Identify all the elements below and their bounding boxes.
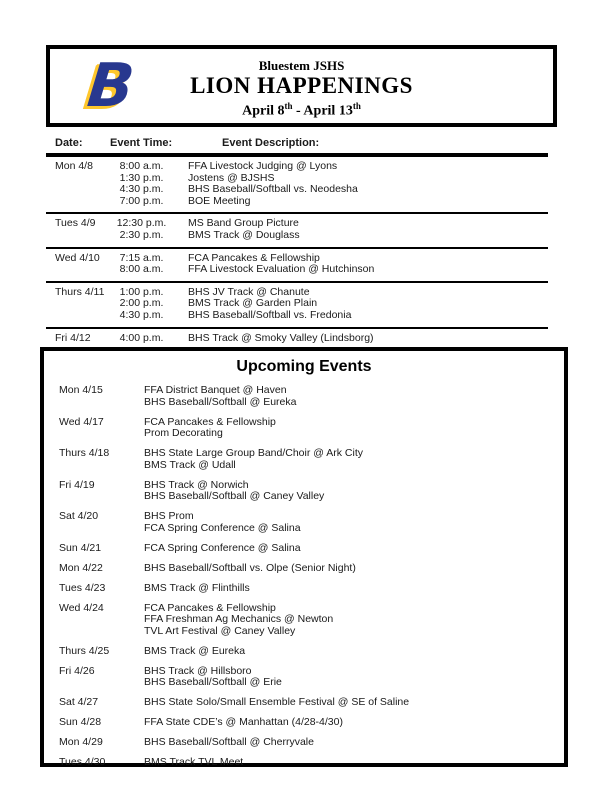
upcoming-day-events <box>144 511 564 534</box>
event-description: BOE Meeting <box>188 194 251 207</box>
event-description: BHS Baseball/Softball vs. Neodesha <box>188 183 358 196</box>
event-time: 4:30 p.m. <box>119 183 164 196</box>
date-range-part2: - April 13 <box>292 103 353 119</box>
upcoming-date: Tues 4/30 <box>59 756 106 768</box>
column-header-date: Date: <box>55 137 83 149</box>
upcoming-day-row <box>44 480 564 503</box>
event-time: 1:30 p.m. <box>119 171 164 184</box>
event-time: 4:30 p.m. <box>119 308 164 321</box>
date-range <box>50 98 553 120</box>
upcoming-event-description: BMS Track @ Udall <box>144 458 236 471</box>
upcoming-day-row <box>44 417 564 440</box>
upcoming-event-description: FCA Spring Conference @ Salina <box>144 541 301 554</box>
upcoming-event-description: BHS Baseball/Softball @ Erie <box>144 676 282 688</box>
schedule-event-line <box>105 287 548 299</box>
schedule-day-row <box>46 214 548 248</box>
upcoming-date: Sun 4/28 <box>59 716 102 728</box>
upcoming-date: Mon 4/29 <box>59 736 103 748</box>
upcoming-date: Mon 4/15 <box>59 384 103 396</box>
logo-letter: B <box>84 51 138 121</box>
upcoming-day-row <box>44 697 564 709</box>
upcoming-event-description: BHS Baseball/Softball @ Eureka <box>144 395 297 408</box>
schedule-event-line <box>105 230 548 242</box>
schedule-days <box>46 157 548 372</box>
upcoming-event-description: BMS Track TVL Meet <box>144 756 244 768</box>
event-time: 1:00 p.m. <box>119 285 164 298</box>
event-description: BHS Baseball/Softball vs. Fredonia <box>188 308 352 321</box>
upcoming-event-description: BHS Baseball/Softball vs. Olpe (Senior Night) <box>144 561 356 574</box>
event-description: MS Band Group Picture <box>188 217 299 230</box>
upcoming-day-events <box>144 646 564 658</box>
schedule-day-events <box>105 218 548 241</box>
upcoming-day-row <box>44 757 564 769</box>
upcoming-event-description: Prom Decorating <box>144 427 223 439</box>
upcoming-day-events <box>144 480 564 503</box>
upcoming-day-events <box>144 543 564 555</box>
schedule-day-row <box>46 157 548 214</box>
upcoming-day-row <box>44 448 564 471</box>
upcoming-day-events <box>144 583 564 595</box>
upcoming-event-description: BMS Track @ Flinthills <box>144 581 250 594</box>
event-time: 8:00 a.m. <box>119 160 164 172</box>
upcoming-event-description: BMS Track @ Eureka <box>144 644 246 657</box>
upcoming-event-description: FCA Pancakes & Fellowship <box>144 415 276 428</box>
schedule-day-events <box>105 333 548 345</box>
event-time: 12:30 p.m. <box>116 217 167 230</box>
schedule-date: Thurs 4/11 <box>55 285 105 298</box>
upcoming-day-events <box>144 563 564 575</box>
date-range-sup1: th <box>284 101 293 111</box>
upcoming-date: Wed 4/17 <box>59 415 104 428</box>
upcoming-day-events <box>144 448 564 471</box>
upcoming-day-events <box>144 666 564 689</box>
schedule-day-row <box>46 249 548 283</box>
upcoming-event-description: BHS Baseball/Softball @ Cherryvale <box>144 736 314 748</box>
event-description: BMS Track @ Douglass <box>188 228 300 241</box>
event-description: BMS Track @ Garden Plain <box>188 297 318 310</box>
column-header-description: Event Description: <box>222 137 320 149</box>
upcoming-event-description: FFA State CDE’s @ Manhattan (4/28-4/30) <box>144 716 343 728</box>
schedule-event-line <box>105 184 548 196</box>
event-description: BHS JV Track @ Chanute <box>188 285 310 298</box>
upcoming-day-events <box>144 385 564 408</box>
upcoming-event-description: BHS State Large Group Band/Choir @ Ark City <box>144 447 364 459</box>
schedule-date: Mon 4/8 <box>55 160 93 172</box>
upcoming-day-events <box>144 757 564 769</box>
upcoming-date: Mon 4/22 <box>59 561 103 574</box>
schedule-column-headers <box>46 137 548 157</box>
event-time: 8:00 a.m. <box>119 263 164 276</box>
weekly-schedule-table <box>46 137 548 372</box>
event-time: 2:00 p.m. <box>119 297 164 310</box>
upcoming-day-row <box>44 385 564 408</box>
upcoming-date: Thurs 4/18 <box>59 447 110 459</box>
column-header-time: Event Time: <box>110 137 173 149</box>
upcoming-date: Tues 4/23 <box>59 581 106 594</box>
upcoming-days <box>44 385 564 769</box>
schedule-date: Fri 4/12 <box>55 331 91 344</box>
upcoming-day-events <box>144 603 564 638</box>
schedule-event-line <box>105 310 548 322</box>
event-description: BHS Track @ Smoky Valley (Lindsborg) <box>188 331 374 344</box>
event-description: FFA Livestock Evaluation @ Hutchinson <box>188 263 375 276</box>
event-time: 2:30 p.m. <box>119 228 164 241</box>
upcoming-day-events <box>144 417 564 440</box>
masthead-box <box>46 45 557 127</box>
upcoming-event-description: BHS Baseball/Softball @ Caney Valley <box>144 490 325 502</box>
event-description: FCA Pancakes & Fellowship <box>188 251 320 264</box>
schedule-event-line <box>105 264 548 276</box>
schedule-event-line <box>105 161 548 173</box>
event-description: Jostens @ BJSHS <box>188 171 275 184</box>
upcoming-events-title: Upcoming Events <box>236 358 372 375</box>
upcoming-date: Sat 4/20 <box>59 510 99 522</box>
upcoming-event-description: FFA Freshman Ag Mechanics @ Newton <box>144 613 334 625</box>
upcoming-day-row <box>44 563 564 575</box>
upcoming-event-description: TVL Art Festival @ Caney Valley <box>144 624 296 637</box>
event-time: 7:00 p.m. <box>119 194 164 207</box>
event-time: 7:15 a.m. <box>119 251 164 264</box>
upcoming-day-row <box>44 717 564 729</box>
schedule-day-events <box>105 287 548 322</box>
upcoming-event-description: BHS Track @ Hillsboro <box>144 664 252 677</box>
upcoming-day-row <box>44 511 564 534</box>
upcoming-date: Fri 4/26 <box>59 664 95 677</box>
newsletter-title: LION HAPPENINGS <box>190 73 413 98</box>
upcoming-date: Sun 4/21 <box>59 541 102 554</box>
upcoming-date: Fri 4/19 <box>59 478 95 491</box>
event-time: 4:00 p.m. <box>119 331 164 344</box>
upcoming-date: Wed 4/24 <box>59 601 104 614</box>
upcoming-day-events <box>144 737 564 749</box>
upcoming-event-description: FFA District Banquet @ Haven <box>144 384 287 396</box>
upcoming-day-row <box>44 666 564 689</box>
schedule-day-row <box>46 283 548 329</box>
upcoming-day-row <box>44 543 564 555</box>
upcoming-event-description: BHS Prom <box>144 510 194 522</box>
school-name: Bluestem JSHS <box>258 58 345 73</box>
masthead-titles <box>50 51 553 121</box>
date-range-sup2: th <box>352 101 361 111</box>
schedule-date: Tues 4/9 <box>55 217 96 230</box>
upcoming-event-description: FCA Spring Conference @ Salina <box>144 521 301 534</box>
upcoming-date: Sat 4/27 <box>59 696 99 708</box>
upcoming-events-box <box>40 347 568 767</box>
upcoming-day-row <box>44 737 564 749</box>
schedule-date: Wed 4/10 <box>55 251 100 264</box>
upcoming-date: Thurs 4/25 <box>59 644 110 657</box>
upcoming-day-events <box>144 717 564 729</box>
schedule-day-events <box>105 253 548 276</box>
upcoming-day-row <box>44 603 564 638</box>
schedule-day-events <box>105 161 548 207</box>
event-description: FFA Livestock Judging @ Lyons <box>188 160 338 172</box>
upcoming-event-description: FCA Pancakes & Fellowship <box>144 601 276 614</box>
upcoming-day-events <box>144 697 564 709</box>
upcoming-day-row <box>44 583 564 595</box>
schedule-event-line <box>105 333 548 345</box>
date-range-part1: April 8 <box>242 103 285 119</box>
upcoming-event-description: BHS Track @ Norwich <box>144 478 249 491</box>
upcoming-day-row <box>44 646 564 658</box>
schedule-event-line <box>105 218 548 230</box>
schedule-event-line <box>105 196 548 208</box>
upcoming-event-description: BHS State Solo/Small Ensemble Festival @ SE of Saline <box>144 696 410 708</box>
